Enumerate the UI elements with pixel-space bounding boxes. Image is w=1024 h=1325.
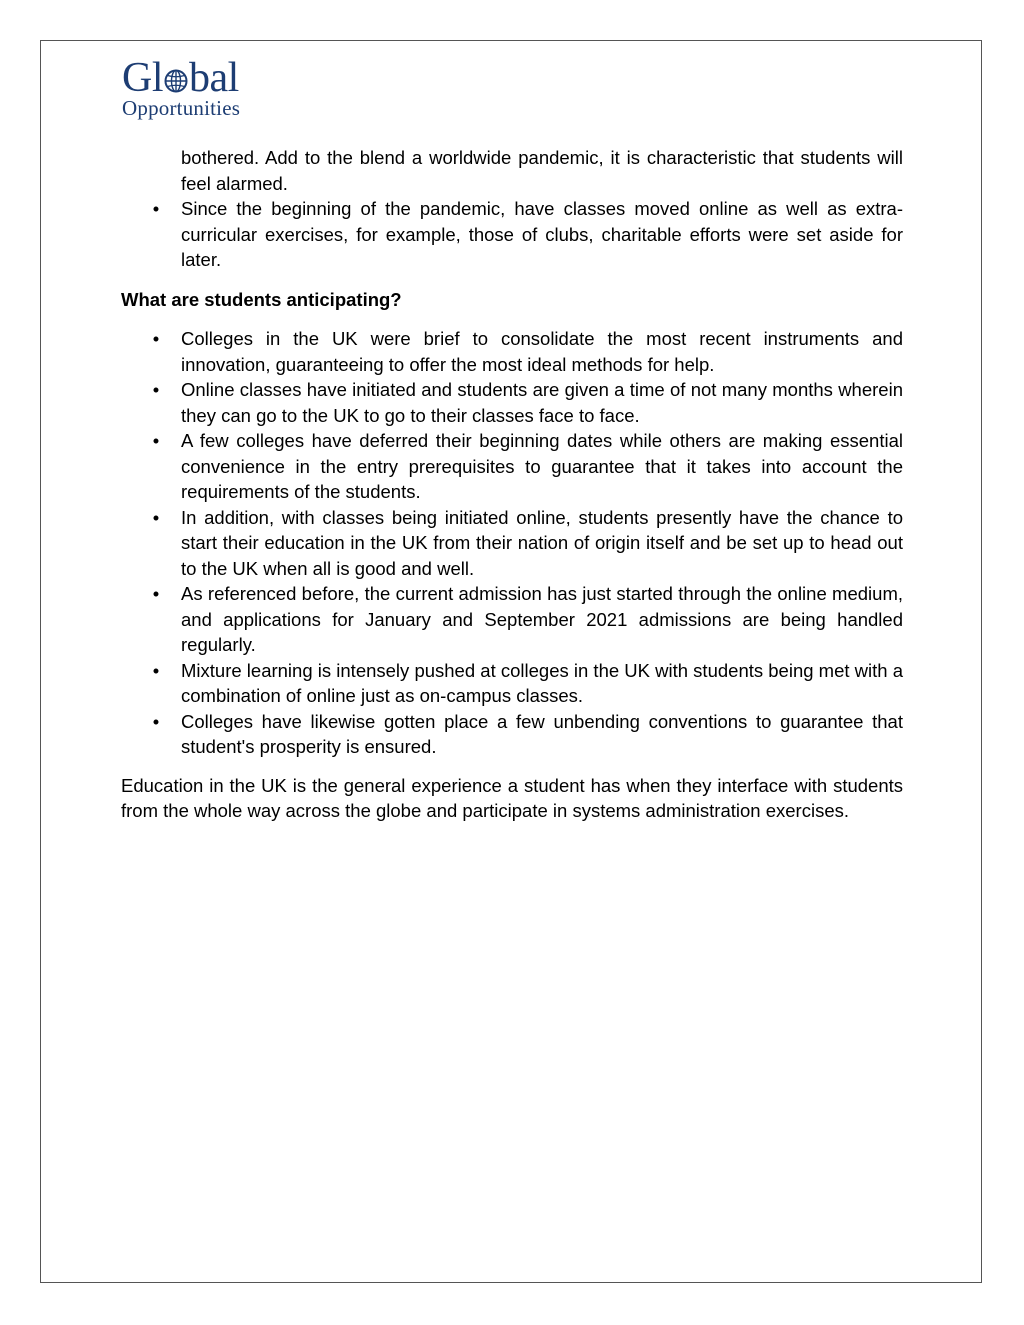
- globe-icon: [164, 69, 188, 93]
- list-item-text: A few colleges have deferred their beginning dates while others are making essential convenience in the entry prerequisites to guarantee that it takes into account the requirements of the students.: [181, 430, 903, 502]
- list-item-text: As referenced before, the current admission has just started through the online medium, and applications for January and September 2021 admissions are being handled regularly.: [181, 583, 903, 655]
- list-item: [121, 196, 903, 273]
- logo-text-start: Gl: [122, 55, 163, 101]
- list-item-text: Mixture learning is intensely pushed at colleges in the UK with students being met with a combination of online just as on-campus classes.: [181, 659, 903, 706]
- bullet-icon: •: [152, 430, 160, 451]
- bullet-list-1: [121, 196, 903, 273]
- list-item: [121, 326, 903, 377]
- bullet-list-2: [121, 326, 903, 760]
- list-item: [121, 581, 903, 658]
- list-item-text: Online classes have initiated and students are given a time of not many months wherein they can go to the UK to go to their classes face to face.: [181, 379, 903, 426]
- list-item-text: Since the beginning of the pandemic, have classes moved online as well as extra-curricular exercises, for example, those of clubs, charitable efforts were set aside for later.: [181, 198, 903, 270]
- global-opportunities-logo: [122, 55, 262, 122]
- list-item-text: Colleges in the UK were brief to consolidate the most recent instruments and innovation, guaranteeing to offer the most ideal methods for help.: [181, 328, 903, 375]
- bullet-icon: •: [152, 379, 160, 400]
- continued-paragraph: bothered. Add to the blend a worldwide pandemic, it is characteristic that students will feel alarmed.: [181, 147, 903, 194]
- bullet-icon: •: [152, 583, 160, 604]
- bullet-icon: •: [152, 198, 160, 219]
- logo-text-end: bal: [189, 55, 239, 101]
- logo-subtitle: Opportunities: [122, 96, 241, 120]
- bullet-icon: •: [152, 659, 160, 681]
- document-body: [121, 145, 903, 842]
- list-item-text: In addition, with classes being initiated online, students presently have the chance to start their education in the UK from their nation of origin itself and be set up to head out to the UK when all is good and well.: [181, 506, 903, 579]
- section-heading: What are students anticipating?: [121, 288, 402, 310]
- bullet-icon: •: [152, 328, 160, 349]
- list-item: [121, 377, 903, 428]
- list-item: [121, 428, 903, 505]
- list-item: [121, 658, 903, 709]
- bullet-icon: •: [152, 506, 160, 528]
- closing-paragraph: Education in the UK is the general experience a student has when they interface with students from the whole way across the globe and participate in systems administration exercises.: [121, 774, 903, 821]
- list-item: [121, 505, 903, 582]
- logo-wordmark: [122, 55, 262, 101]
- list-item-text: Colleges have likewise gotten place a few unbending conventions to guarantee that student's prosperity is ensured.: [181, 710, 903, 757]
- bullet-icon: •: [152, 710, 160, 732]
- list-item: [121, 709, 903, 760]
